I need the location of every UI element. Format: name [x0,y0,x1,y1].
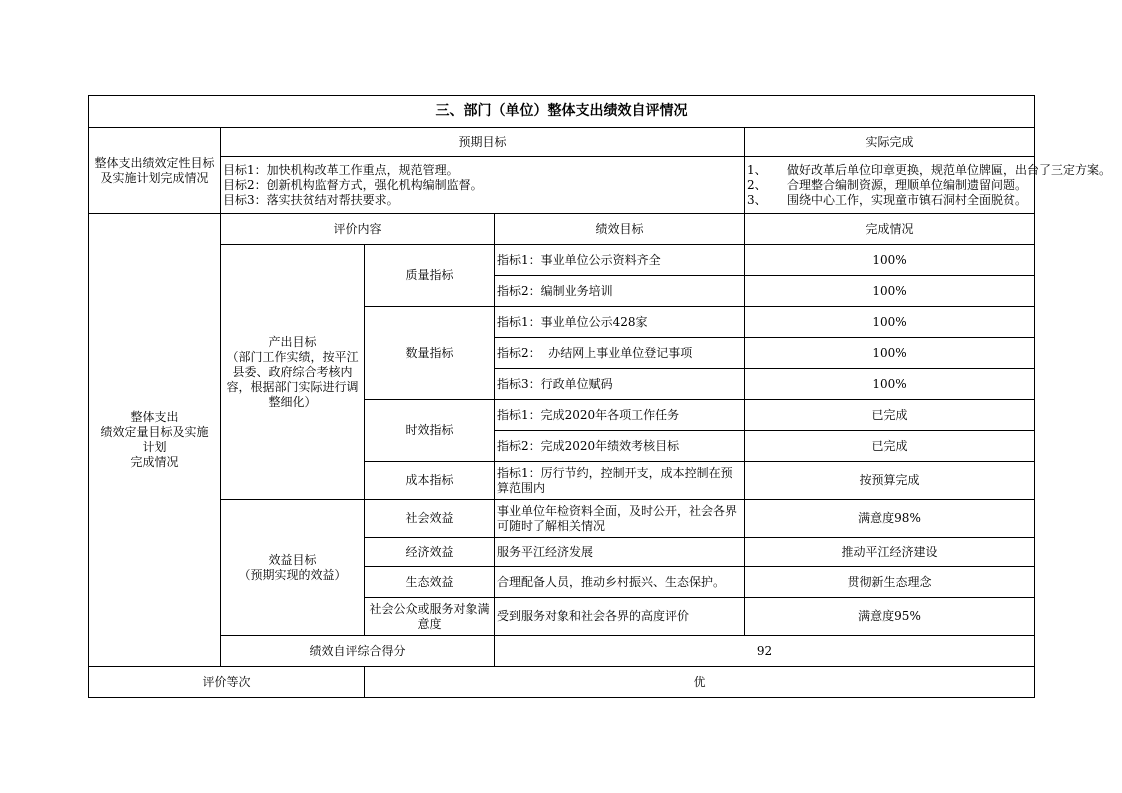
grade-label: 评价等次 [89,667,365,698]
ecological-benefit-label: 生态效益 [365,567,495,598]
table-row-target: 服务平江经济发展 [495,538,745,567]
cost-indicator-label: 成本指标 [365,462,495,500]
output-target-label: 产出目标 （部门工作实绩，按平江县委、政府综合考核内容，根据部门实际进行调整细化） [221,245,365,500]
completion-status-header: 完成情况 [745,214,1035,245]
grade-value: 优 [365,667,1035,698]
table-row-target: 指标2：完成2020年绩效考核目标 [495,431,745,462]
planned-targets-cell [221,157,745,214]
table-row-status: 已完成 [745,431,1035,462]
actual-item-1: 1、 做好改革后单位印章更换，规范单位牌匾，出台了三定方案。 [747,162,1112,177]
planned-target-3: 目标3：落实扶贫结对帮扶要求。 [223,192,399,207]
table-row-status: 按预算完成 [745,462,1035,500]
table-row-target: 指标1：厉行节约，控制开支，成本控制在预算范围内 [495,462,745,500]
planned-target-2: 目标2：创新机构监督方式，强化机构编制监督。 [223,177,483,192]
economic-benefit-label: 经济效益 [365,538,495,567]
actual-item-3: 3、 围绕中心工作，实现童市镇石洞村全面脱贫。 [747,192,1028,207]
evaluation-table [88,95,1112,698]
quality-indicator-label: 质量指标 [365,245,495,307]
evaluation-document [88,95,1112,698]
planned-target-header: 预期目标 [221,128,745,157]
table-row-target: 指标3：行政单位赋码 [495,369,745,400]
table-row-status: 100% [745,369,1035,400]
table-row-target: 指标1：完成2020年各项工作任务 [495,400,745,431]
actual-completion-header: 实际完成 [745,128,1035,157]
table-row-target: 受到服务对象和社会各界的高度评价 [495,598,745,636]
table-row-target: 指标1：事业单位公示资料齐全 [495,245,745,276]
table-row-status: 100% [745,307,1035,338]
table-row-status: 已完成 [745,400,1035,431]
quantity-indicator-label: 数量指标 [365,307,495,400]
actual-completions-cell [745,157,1112,214]
table-row-status: 100% [745,338,1035,369]
planned-target-1: 目标1：加快机构改革工作重点，规范管理。 [223,162,459,177]
performance-target-header: 绩效目标 [495,214,745,245]
table-row-status: 推动平江经济建设 [745,538,1035,567]
benefit-target-label: 效益目标 （预期实现的效益） [221,500,365,636]
satisfaction-label: 社会公众或服务对象满意度 [365,598,495,636]
qualitative-section-label: 整体支出绩效定性目标及实施计划完成情况 [89,128,221,214]
timeliness-indicator-label: 时效指标 [365,400,495,462]
table-title: 三、部门（单位）整体支出绩效自评情况 [89,96,1035,128]
table-row-target: 事业单位年检资料全面，及时公开，社会各界可随时了解相关情况 [495,500,745,538]
table-row-status: 满意度95% [745,598,1035,636]
score-label: 绩效自评综合得分 [221,636,495,667]
score-value: 92 [495,636,1035,667]
quantitative-section-label: 整体支出 绩效定量目标及实施 计划 完成情况 [89,214,221,667]
table-row-target: 指标2：编制业务培训 [495,276,745,307]
table-row-target: 指标2： 办结网上事业单位登记事项 [495,338,745,369]
table-row-status: 贯彻新生态理念 [745,567,1035,598]
table-row-status: 满意度98% [745,500,1035,538]
actual-item-2: 2、 合理整合编制资源，理顺单位编制遗留问题。 [747,177,1028,192]
table-row-target: 合理配备人员，推动乡村振兴、生态保护。 [495,567,745,598]
table-row-status: 100% [745,245,1035,276]
social-benefit-label: 社会效益 [365,500,495,538]
table-row-status: 100% [745,276,1035,307]
table-row-target: 指标1：事业单位公示428家 [495,307,745,338]
evaluation-content-header: 评价内容 [221,214,495,245]
